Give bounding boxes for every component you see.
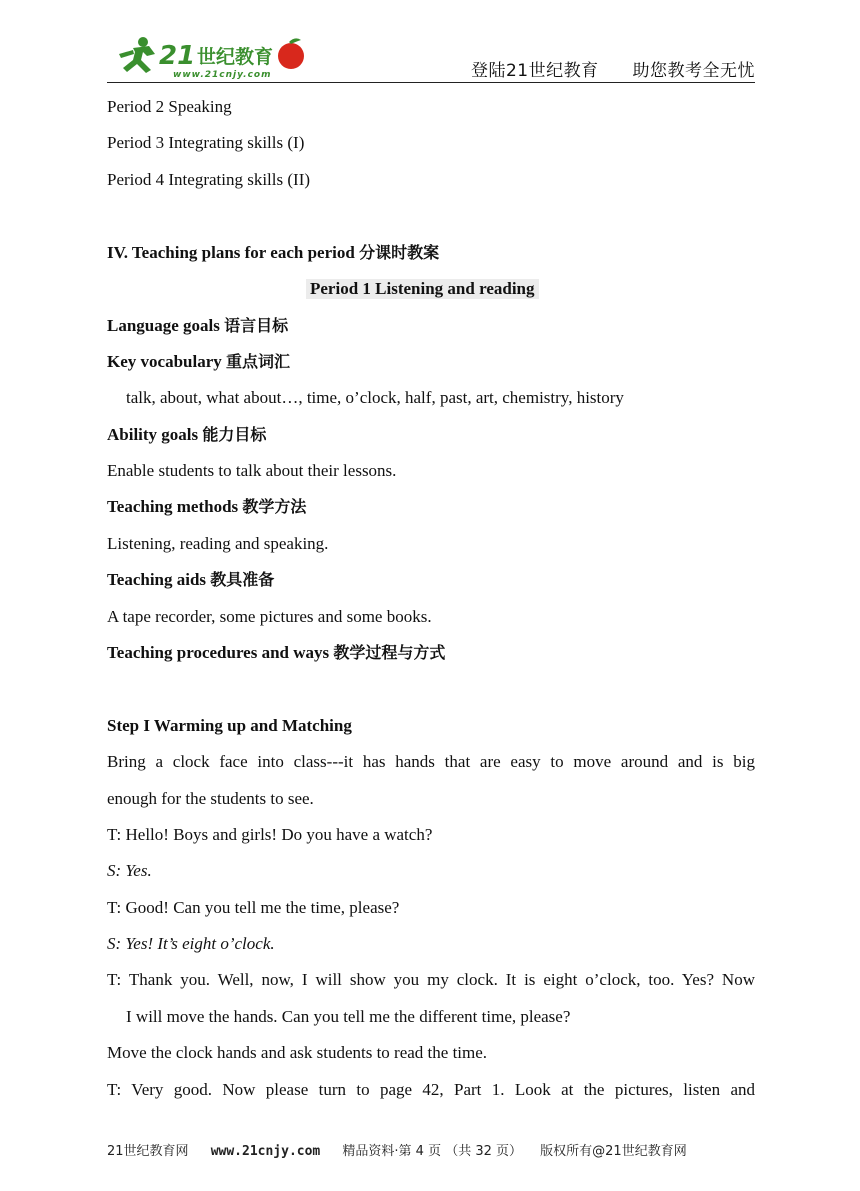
section-iv-cn: 分课时教案	[359, 243, 440, 262]
teaching-procedures-en: Teaching procedures and ways	[107, 643, 334, 662]
svg-text:21: 21	[159, 41, 196, 71]
period-4-line: Period 4 Integrating skills (II)	[107, 170, 311, 189]
key-vocabulary-en: Key vocabulary	[107, 352, 226, 371]
header-slogan	[443, 56, 755, 81]
period-3-line: Period 3 Integrating skills (I)	[107, 133, 305, 152]
section-iv-en: IV. Teaching plans for each period	[107, 243, 360, 262]
teacher-line: T: Good! Can you tell me the time, please?	[107, 898, 400, 917]
student-line: S: Yes! It’s eight o’clock.	[107, 934, 275, 953]
teaching-aids-heading	[107, 570, 274, 590]
language-goals-cn: 语言目标	[224, 316, 289, 335]
period-1-title: Period 1 Listening and reading	[306, 279, 539, 299]
section-iv-heading	[107, 243, 439, 263]
page-header	[107, 30, 755, 83]
teaching-aids-cn: 教具准备	[210, 570, 275, 589]
vocabulary-list: talk, about, what about…, time, o’clock, half, past, art, chemistry, history	[126, 388, 624, 407]
site-logo	[113, 34, 313, 80]
teaching-methods-en: Teaching methods	[107, 497, 243, 516]
footer-site: 21世纪教育网	[107, 1144, 189, 1159]
logo-text: 世纪教育	[197, 46, 274, 68]
teaching-aids-text: A tape recorder, some pictures and some books.	[107, 607, 432, 626]
teaching-procedures-cn: 教学过程与方式	[333, 643, 446, 662]
period-2-line: Period 2 Speaking	[107, 97, 232, 116]
teacher-line: T: Very good. Now please turn to page 42, Part 1. Look at the pictures, listen and	[107, 1080, 755, 1099]
key-vocabulary-heading	[107, 352, 290, 372]
key-vocabulary-cn: 重点词汇	[226, 352, 291, 371]
teacher-line: T: Thank you. Well, now, I will show you my clock. It is eight o’clock, too. Yes? Now	[107, 970, 755, 989]
teaching-aids-en: Teaching aids	[107, 570, 211, 589]
footer-url: www.21cnjy.com	[210, 1144, 321, 1159]
teaching-methods-text: Listening, reading and speaking.	[107, 534, 329, 553]
svg-text:www.21cnjy.com: www.21cnjy.com	[173, 70, 272, 80]
slogan-left: 登陆21世纪教育	[470, 61, 599, 81]
teaching-methods-cn: 教学方法	[242, 497, 307, 516]
teaching-methods-heading	[107, 497, 306, 517]
ability-goals-heading	[107, 425, 266, 445]
language-goals-heading	[107, 316, 288, 336]
instruction-line: Move the clock hands and ask students to read the time.	[107, 1043, 488, 1062]
paragraph-line: Bring a clock face into class---it has hands that are easy to move around and is big	[107, 752, 755, 771]
footer-copyright: 版权所有@21世纪教育网	[540, 1144, 687, 1159]
student-line: S: Yes.	[107, 861, 152, 880]
ability-goals-en: Ability goals	[107, 425, 203, 444]
teacher-line: T: Hello! Boys and girls! Do you have a watch?	[107, 825, 433, 844]
ability-goals-cn: 能力目标	[202, 425, 267, 444]
teaching-procedures-heading	[107, 643, 445, 663]
step-1-heading: Step I Warming up and Matching	[107, 716, 352, 735]
language-goals-en: Language goals	[107, 316, 225, 335]
page-footer	[107, 1140, 755, 1159]
ability-goals-text: Enable students to talk about their lessons.	[107, 461, 397, 480]
slogan-right: 助您教考全无忧	[632, 61, 755, 81]
footer-page-info: 精品资料·第 4 页 （共 32 页）	[342, 1144, 523, 1159]
paragraph-line: enough for the students to see.	[107, 789, 314, 808]
teacher-line-continued: I will move the hands. Can you tell me the different time, please?	[126, 1007, 571, 1026]
